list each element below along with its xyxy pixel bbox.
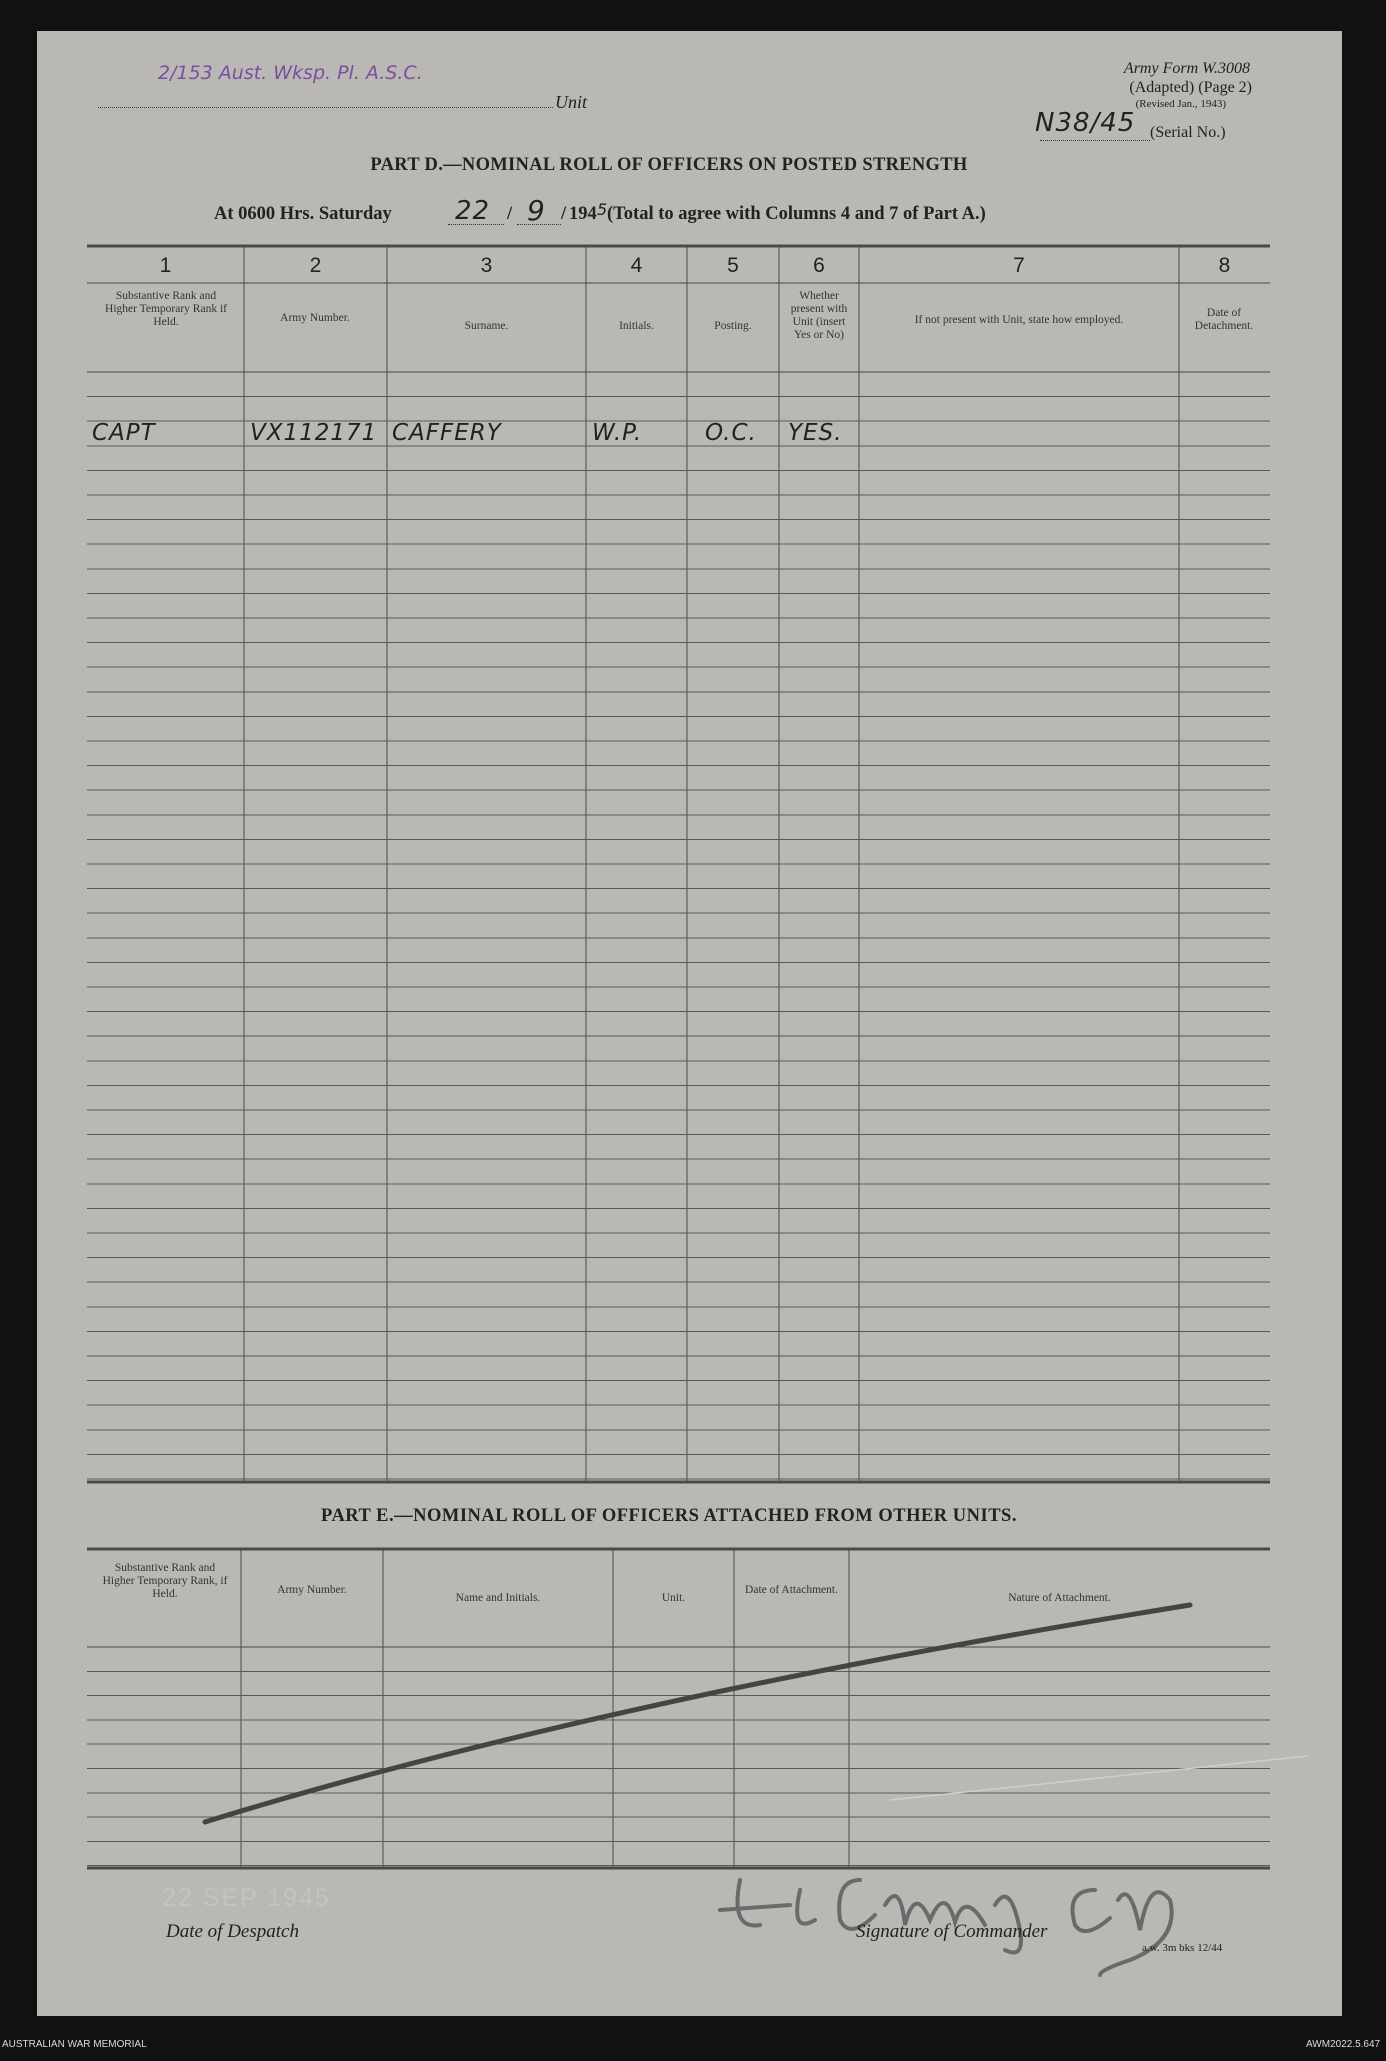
part-e-title: PART E.—NOMINAL ROLL OF OFFICERS ATTACHED FROM OTHER UNITS. [321,1506,1017,1526]
col-num-8: 8 [1218,254,1231,277]
form-revised: (Revised Jan., 1943) [1135,98,1226,110]
col-header-rank: Substantive Rank and Higher Temporary Rank if Held. [105,290,227,328]
serial-label: (Serial No.) [1150,124,1226,141]
print-code: a.w. 3m bks 12/44 [1142,1942,1223,1954]
col-num-7: 7 [1013,254,1025,277]
col-header-initials: Initials. [619,320,654,332]
col-header-detachment: Date of Detachment. [1194,307,1254,332]
signature-text [746,1885,753,1886]
archive-credit: AUSTRALIAN WAR MEMORIAL [2,2039,147,2050]
col-num-2: 2 [309,254,322,277]
signature-label: Signature of Commander [856,1921,1048,1942]
col-num-4: 4 [630,254,643,277]
col-header-present: Whether present with Unit (insert Yes or No) [790,290,848,341]
date-month: 9 [527,194,546,227]
unit-label: Unit [555,92,588,112]
unit-value: 2/153 Aust. Wksp. Pl. A.S.C. [158,62,423,84]
date-day: 22 [455,196,491,226]
entry-initials: W.P. [592,420,643,446]
entry-army-number: VX112171 [250,420,378,446]
entry-surname: CAFFERY [392,420,502,446]
form-adapted-page: (Adapted) (Page 2) [1129,79,1252,96]
despatch-label: Date of Despatch [166,1921,299,1942]
col-num-3: 3 [480,254,493,277]
e-col-header-date: Date of Attachment. [745,1584,838,1596]
despatch-stamp: 22 SEP 1945 [162,1884,331,1912]
date-prefix: At 0600 Hrs. Saturday [214,204,392,224]
col-num-5: 5 [727,254,739,277]
e-col-header-rank: Substantive Rank and Higher Temporary Rank, if Held. [102,1562,228,1600]
col-num-6: 6 [813,254,825,277]
archive-id: AWM2022.5.647 [1306,2039,1381,2050]
col-header-surname: Surname. [464,320,509,332]
col-header-army-number: Army Number. [280,312,350,324]
date-year-prefix: 194 [569,204,597,224]
e-col-header-name: Name and Initials. [455,1592,541,1604]
cancel-stroke [205,1605,1190,1822]
serial-value: N38/45 [1035,108,1136,138]
e-col-header-nature: Nature of Attachment. [1008,1592,1111,1604]
entry-rank: CAPT [92,420,156,446]
entry-posting: O.C. [705,420,757,446]
date-suffix: (Total to agree with Columns 4 and 7 of Part A.) [607,204,986,224]
form-number: Army Form W.3008 [1123,60,1250,77]
col-num-1: 1 [159,254,172,277]
e-col-header-army-number: Army Number. [277,1584,347,1596]
e-col-header-unit: Unit. [661,1592,686,1604]
col-header-how-employed: If not present with Unit, state how employed. [914,314,1124,326]
part-d-title: PART D.—NOMINAL ROLL OF OFFICERS ON POSTED STRENGTH [370,155,968,175]
col-header-posting: Posting. [714,320,752,332]
entry-present: YES. [788,420,843,446]
date-year-digit: 5 [597,200,609,219]
